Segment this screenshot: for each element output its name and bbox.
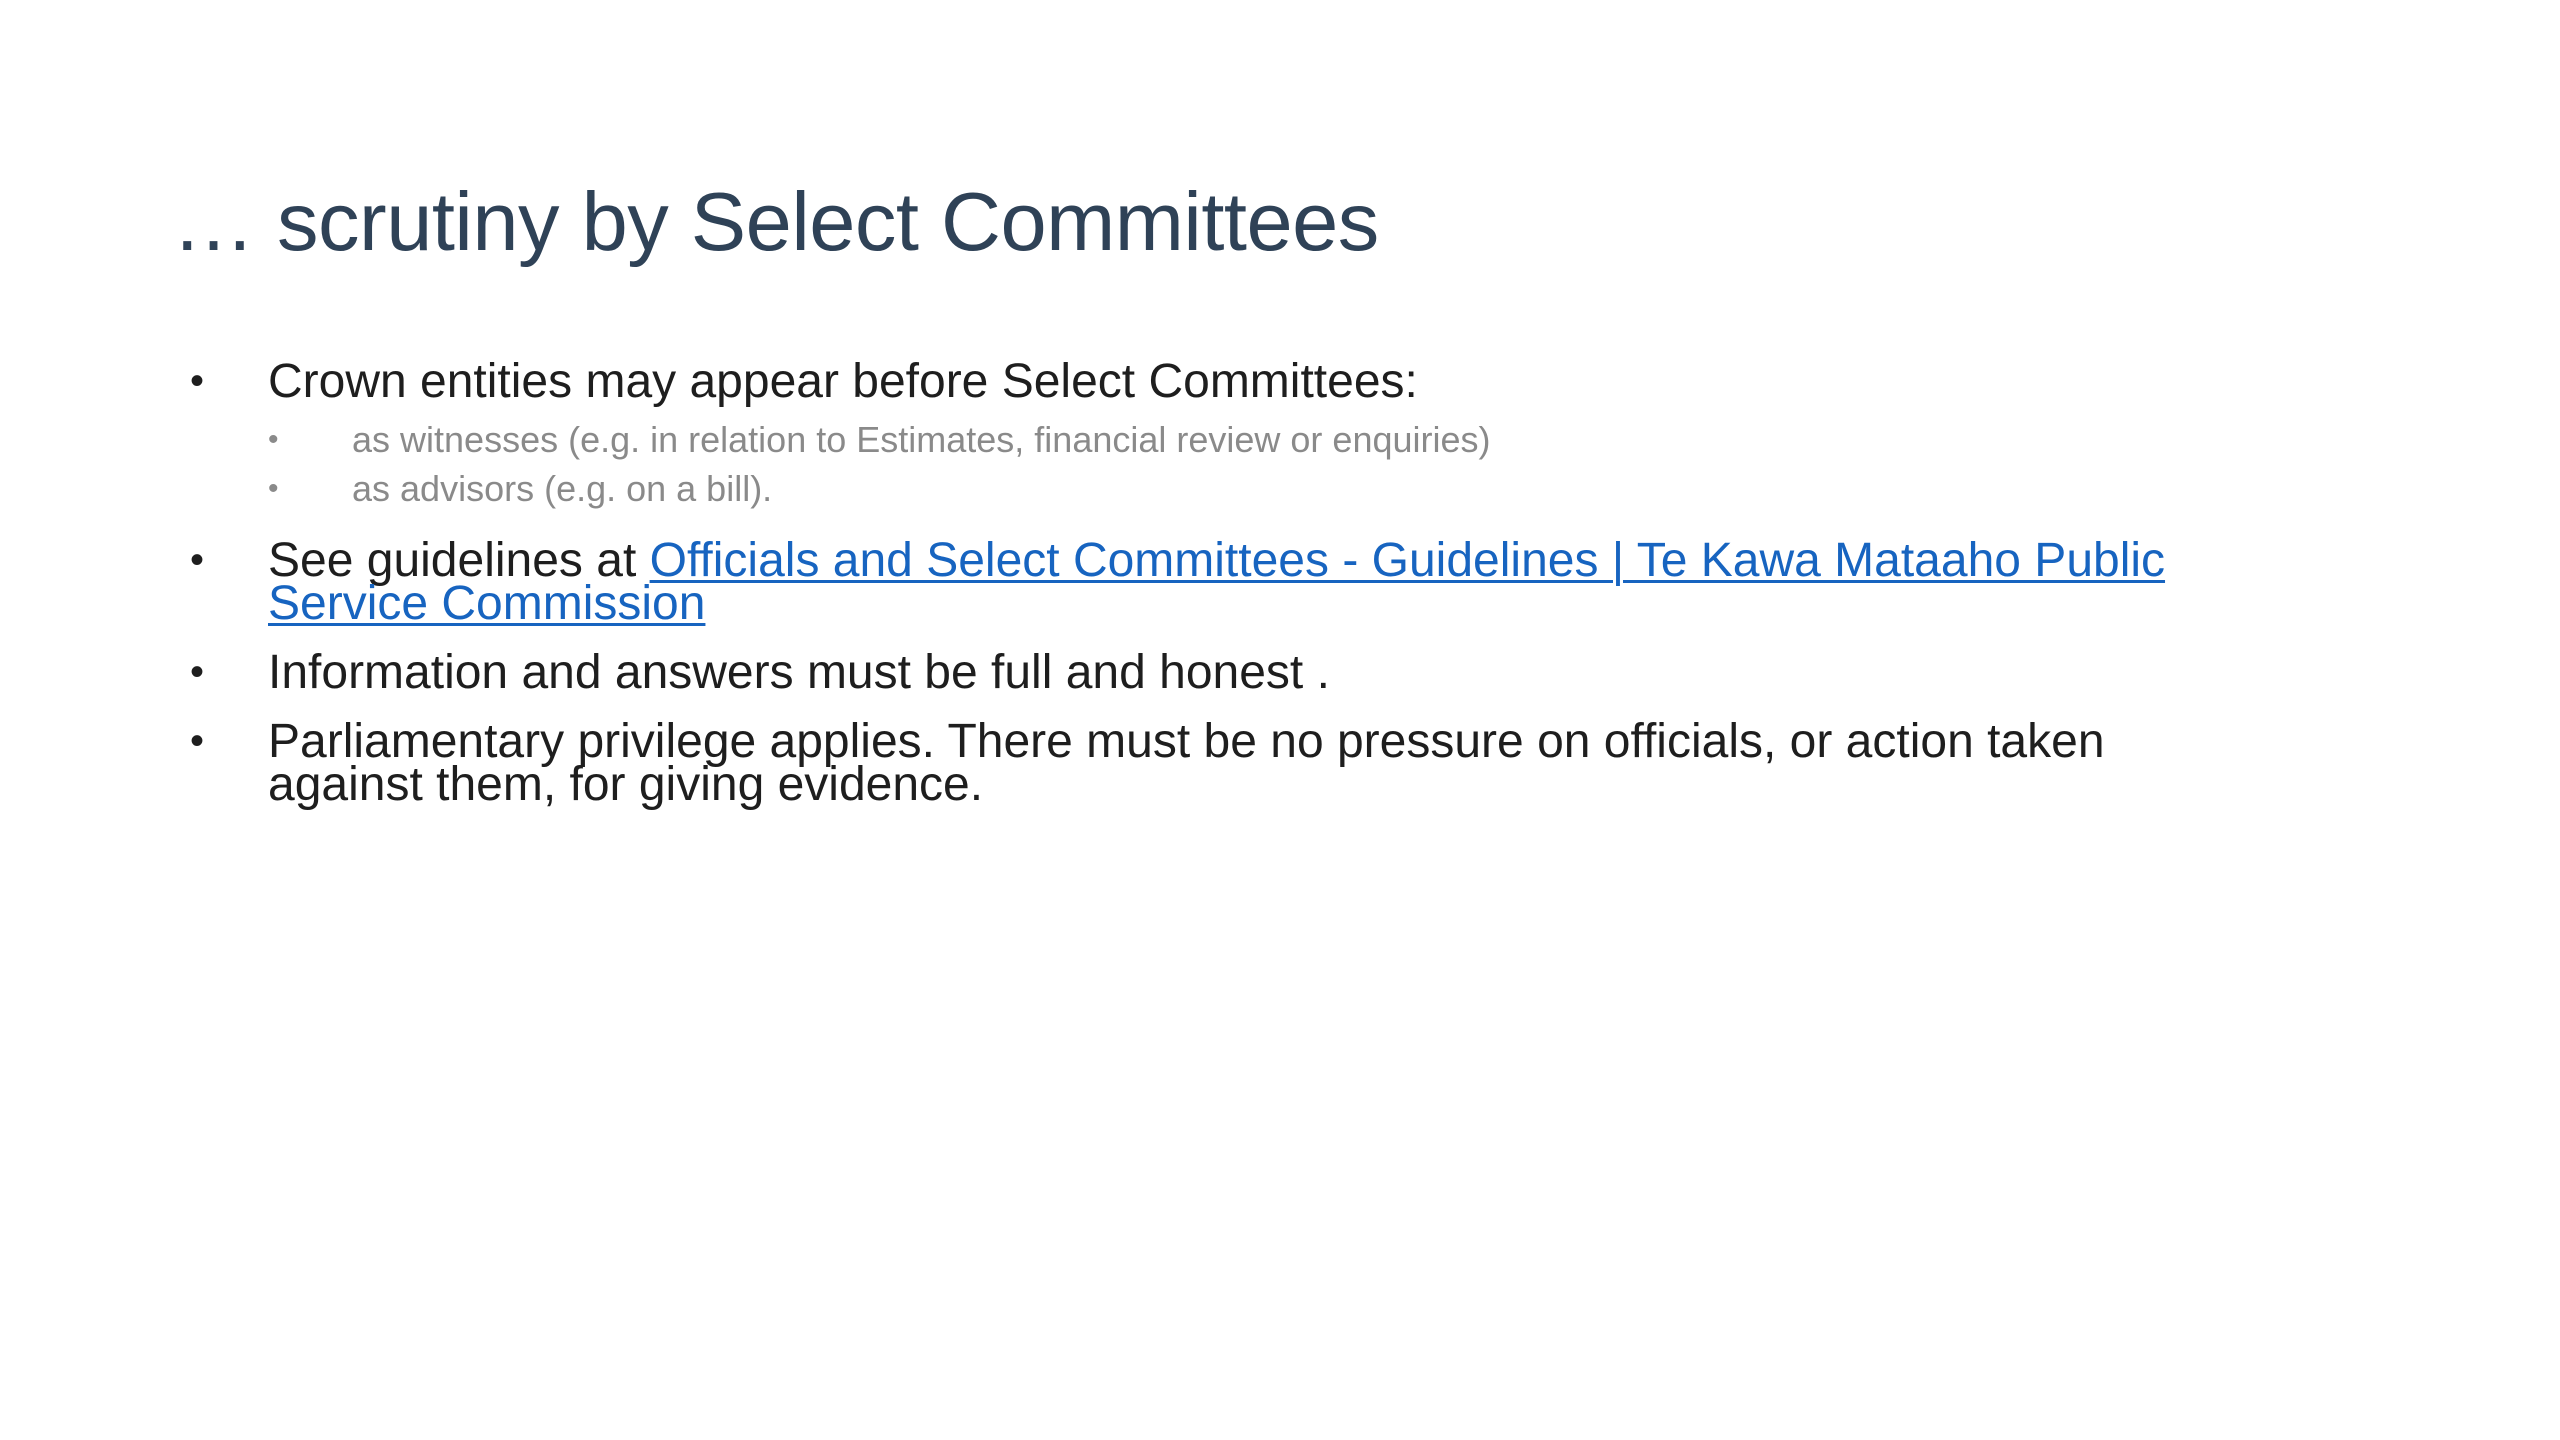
slide-title: … scrutiny by Select Committees [172, 175, 1379, 268]
sub-bullet-item-advisors [268, 464, 2190, 513]
bullet-item-guidelines [190, 534, 2190, 630]
bullet-item-information [190, 646, 2190, 699]
sub-bullet-list [268, 415, 2190, 513]
bullet-list [190, 355, 2190, 832]
sub-bullet-text: as witnesses (e.g. in relation to Estimates, financial review or enquiries) [352, 419, 1491, 460]
sub-bullet-text: as advisors (e.g. on a bill). [352, 468, 773, 509]
bullet-text: Information and answers must be full and honest . [268, 646, 1330, 699]
bullet-icon: • [190, 538, 205, 582]
bullet-item-privilege [190, 715, 2190, 811]
bullet-text: Crown entities may appear before Select Committees: [268, 355, 1418, 408]
sub-bullet-icon: • [268, 423, 279, 456]
bullet-icon: • [190, 650, 205, 694]
bullet-icon: • [190, 719, 205, 763]
bullet-item-crown-entities [190, 355, 2190, 513]
bullet-text: Parliamentary privilege applies. There must be no pressure on officials, or action taken against them, for giving evidence. [268, 715, 2105, 811]
guidelines-link[interactable]: Officials and Select Committees - Guidelines | Te Kawa Mataaho Public Service Commission [268, 534, 2166, 630]
sub-bullet-icon: • [268, 472, 279, 505]
sub-bullet-item-witnesses [268, 415, 2190, 464]
bullet-text-prefix: See guidelines at [268, 534, 650, 587]
bullet-icon: • [190, 359, 205, 403]
